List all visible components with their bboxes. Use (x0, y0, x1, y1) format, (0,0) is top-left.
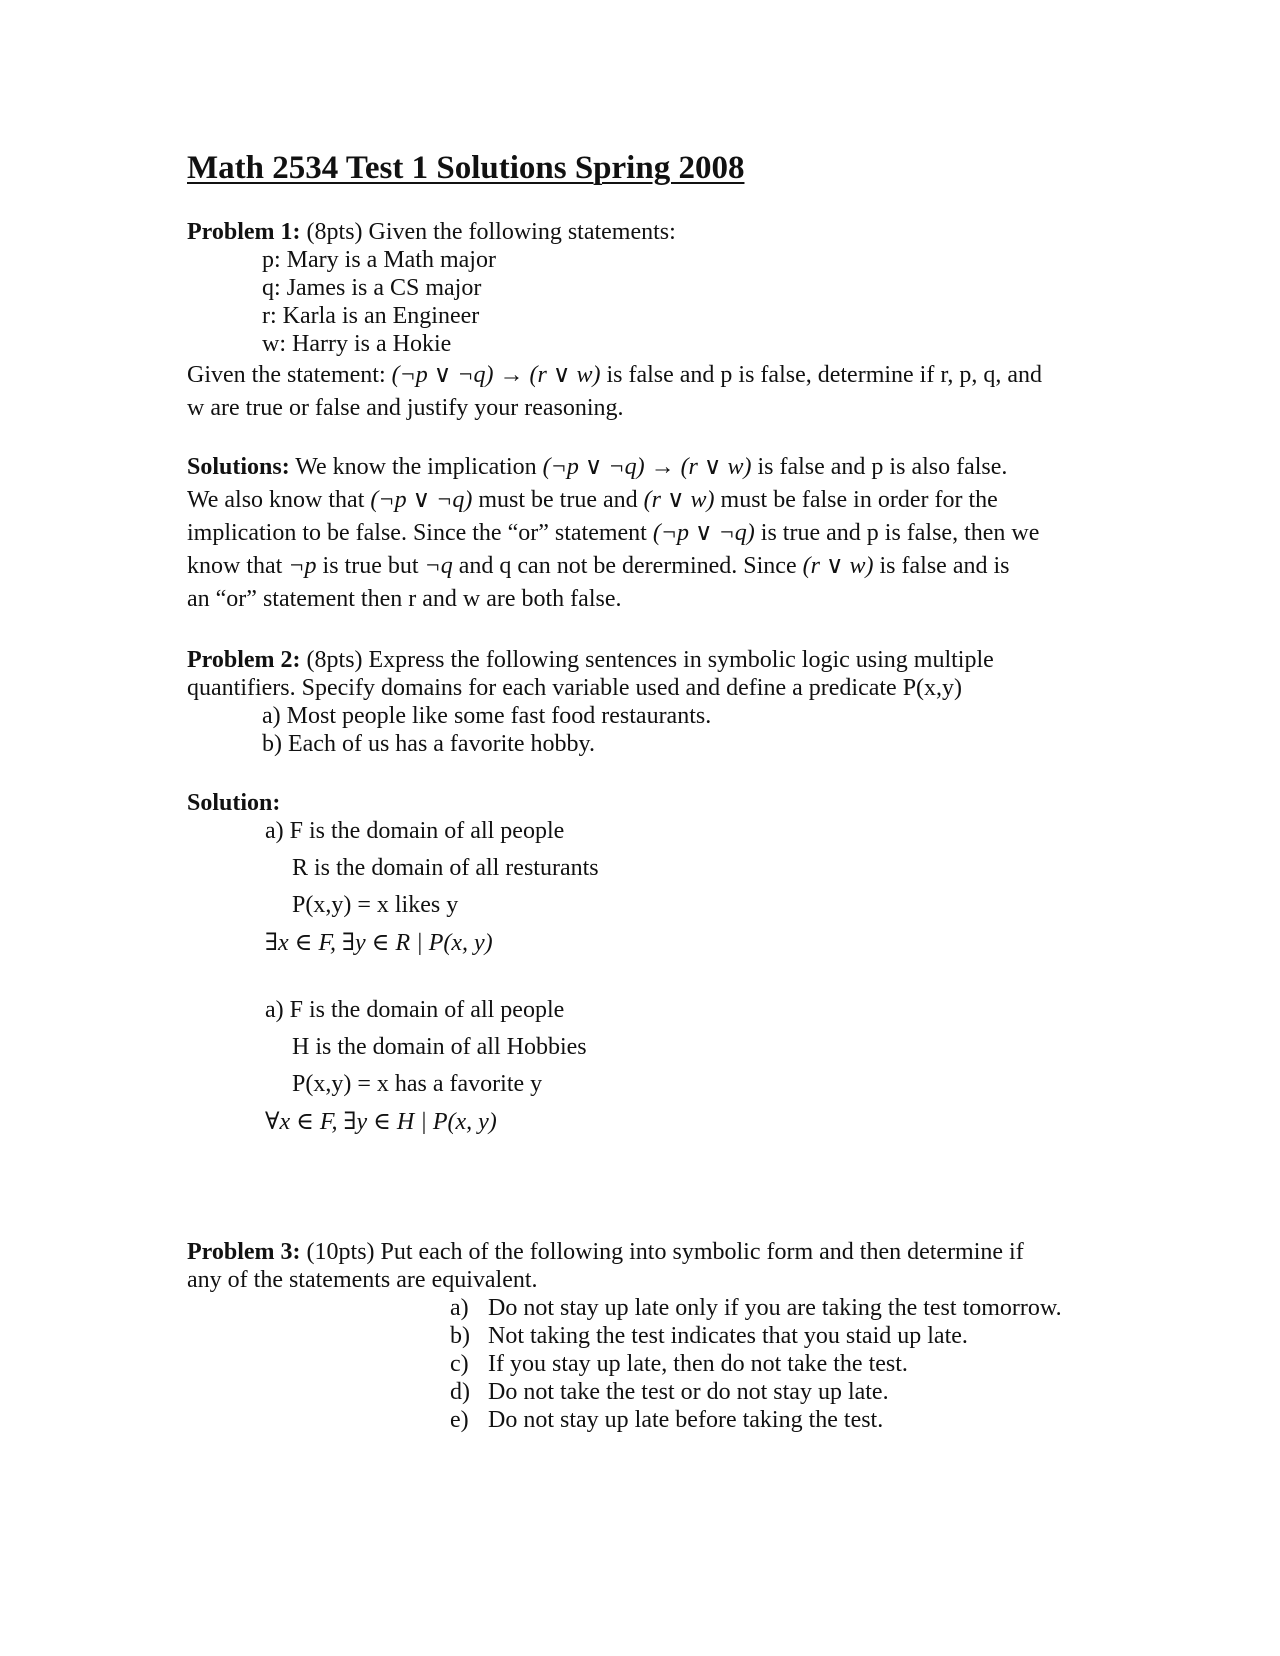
solution-1-line-3 (187, 518, 1039, 548)
solution-2a-formula: ∃x ∈ F, ∃y ∈ R | P(x, y) (265, 930, 493, 956)
problem-3-item-key: c) (450, 1351, 469, 1377)
problem-2-item-a: a) Most people like some fast food restaurants. (262, 703, 712, 729)
solution-1-line-4 (187, 551, 1010, 581)
solution-2a-line-2: R is the domain of all resturants (292, 855, 599, 881)
solution-1-text: We know the implication (289, 454, 543, 480)
problem-2-item-b: b) Each of us has a favorite hobby. (262, 731, 595, 757)
solution-2b-line-2: H is the domain of all Hobbies (292, 1034, 587, 1060)
solution-1-text: is false and p is also false. (751, 454, 1008, 480)
given-text-b: is false and p is false, determine if r, p, q, and (600, 362, 1043, 388)
problem-3-item-key: a) (450, 1295, 469, 1321)
solution-2-label: Solution: (187, 790, 281, 816)
solution-1-text: implication to be false. Since the “or” statement (187, 520, 653, 546)
solution-1-text: know that (187, 553, 289, 579)
solution-1-text: is false and is (873, 553, 1010, 579)
given-formula: (¬p ∨ ¬q) → (r ∨ w) (391, 362, 601, 388)
solution-1-formula: (¬p ∨ ¬q) → (r ∨ w) (542, 454, 752, 480)
solution-1-formula: (¬p ∨ ¬q) (370, 487, 473, 513)
problem-2-heading (187, 645, 994, 675)
problem-3-item-key: e) (450, 1407, 469, 1433)
problem-3-item-text: Do not stay up late before taking the test. (488, 1407, 884, 1433)
problem-3-label: Problem 3: (187, 1239, 301, 1265)
solution-2a-line-3: P(x,y) = x likes y (292, 892, 459, 918)
problem-1-given (187, 360, 1042, 390)
solution-2b-line-1: a) F is the domain of all people (265, 997, 565, 1023)
problem-3-item-key: b) (450, 1323, 470, 1349)
problem-3-item-key: d) (450, 1379, 470, 1405)
statement-r: r: Karla is an Engineer (262, 303, 480, 329)
solution-2a-line-1: a) F is the domain of all people (265, 818, 565, 844)
problem-3-line-2: any of the statements are equivalent. (187, 1267, 538, 1293)
problem-2-text: (8pts) Express the following sentences in symbolic logic using multiple (300, 647, 994, 673)
solution-1-formula: ¬q (424, 553, 453, 579)
problem-3-item-text: Do not stay up late only if you are taking the test tomorrow. (488, 1295, 1062, 1321)
problem-2-label: Problem 2: (187, 647, 301, 673)
solution-1-text: must be false in order for the (714, 487, 998, 513)
solution-1-line-2 (187, 485, 998, 515)
statement-p: p: Mary is a Math major (262, 247, 496, 273)
solution-1-text: is true and p is false, then we (754, 520, 1040, 546)
problem-1-heading (187, 217, 676, 247)
solution-1-formula: (¬p ∨ ¬q) (652, 520, 755, 546)
problem-3-text: (10pts) Put each of the following into symbolic form and then determine if (300, 1239, 1024, 1265)
problem-1-intro: (8pts) Given the following statements: (300, 219, 676, 245)
problem-3-item-text: Do not take the test or do not stay up late. (488, 1379, 889, 1405)
problem-2-line-2: quantifiers. Specify domains for each variable used and define a predicate P(x,y) (187, 675, 963, 701)
solution-1-text: We also know that (187, 487, 371, 513)
solution-1-text: and q can not be derermined. Since (452, 553, 803, 579)
solution-2b-line-3: P(x,y) = x has a favorite y (292, 1071, 543, 1097)
given-text-a: Given the statement: (187, 362, 392, 388)
solution-1-formula: ¬p (288, 553, 317, 579)
statement-w: w: Harry is a Hokie (262, 331, 452, 357)
solution-1-line-5: an “or” statement then r and w are both false. (187, 586, 622, 612)
solution-1-label: Solutions: (187, 454, 290, 480)
problem-3-heading (187, 1237, 1024, 1267)
page-title: Math 2534 Test 1 Solutions Spring 2008 (187, 150, 745, 186)
solution-1-line-1 (187, 452, 1007, 482)
problem-1-label: Problem 1: (187, 219, 301, 245)
problem-3-item-text: Not taking the test indicates that you staid up late. (488, 1323, 968, 1349)
problem-3-item-text: If you stay up late, then do not take the test. (488, 1351, 908, 1377)
statement-q: q: James is a CS major (262, 275, 482, 301)
solution-1-text: must be true and (472, 487, 644, 513)
solution-1-text: is true but (316, 553, 425, 579)
problem-1-given-line-2: w are true or false and justify your reasoning. (187, 395, 624, 421)
solution-1-formula: (r ∨ w) (643, 487, 715, 513)
solution-1-formula: (r ∨ w) (802, 553, 874, 579)
solution-2b-formula: ∀x ∈ F, ∃y ∈ H | P(x, y) (265, 1109, 497, 1135)
